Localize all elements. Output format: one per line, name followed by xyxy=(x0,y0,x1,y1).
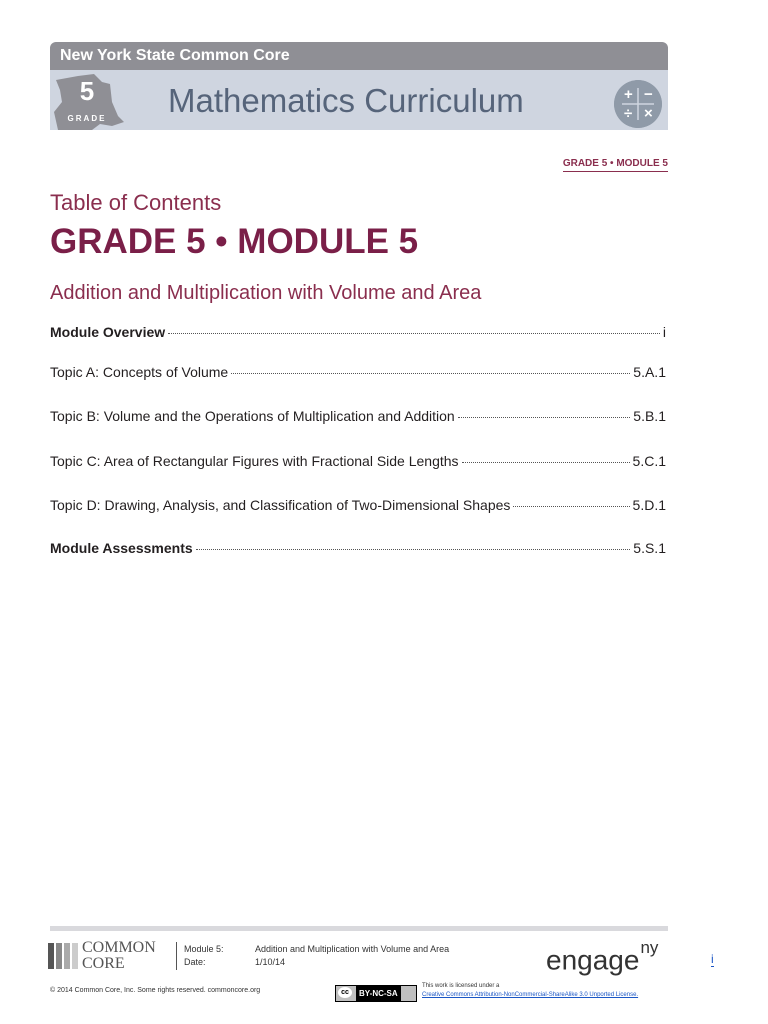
date-value: 1/10/14 xyxy=(255,957,286,967)
footer-divider xyxy=(176,942,177,970)
toc-label: Table of Contents xyxy=(50,190,222,215)
minus-icon: − xyxy=(644,86,653,103)
banner-top-text: New York State Common Core xyxy=(60,47,290,64)
toc-leader-dots xyxy=(196,549,631,550)
copyright-text: © 2014 Common Core, Inc. Some rights reserved. commoncore.org xyxy=(50,987,261,994)
toc-entry[interactable] xyxy=(50,497,666,517)
toc-entry[interactable] xyxy=(50,408,666,428)
toc-entry[interactable] xyxy=(50,453,666,473)
toc-leader-dots xyxy=(231,373,630,374)
header-banner-top xyxy=(50,42,668,70)
toc-entry-label: Module Overview xyxy=(50,324,166,340)
toc-entry[interactable] xyxy=(50,364,666,384)
page-number-link[interactable]: i xyxy=(711,952,714,966)
page-title: GRADE 5 • MODULE 5 xyxy=(50,222,419,261)
license-link[interactable]: Creative Commons Attribution-NonCommercial-ShareAlike 3.0 Unported License. xyxy=(422,992,639,998)
toc-entry-label: Module Assessments xyxy=(50,540,193,556)
toc-entry-page: 5.B.1 xyxy=(633,408,666,424)
times-icon: × xyxy=(644,105,653,122)
creative-commons-icon: cc xyxy=(338,987,352,998)
curriculum-title: Mathematics Curriculum xyxy=(168,82,524,119)
module-label: Module 5: xyxy=(184,944,224,954)
engageny-logo: engage$^{ny}$ xyxy=(546,938,659,976)
toc-entry[interactable] xyxy=(50,540,666,560)
toc-entry-label: Topic D: Drawing, Analysis, and Classification of Two-Dimensional Shapes xyxy=(50,497,511,513)
license-text: This work is licensed under a xyxy=(422,983,500,989)
date-label: Date: xyxy=(184,957,206,967)
toc-leader-dots xyxy=(168,333,660,334)
calculator-icon xyxy=(614,80,662,128)
toc-leader-dots xyxy=(458,417,631,418)
module-value: Addition and Multiplication with Volume and Area xyxy=(255,944,450,954)
toc-entry-page: 5.C.1 xyxy=(632,453,666,469)
grade-number: 5 xyxy=(79,76,95,106)
grade-module-tag: GRADE 5 • MODULE 5 xyxy=(563,158,668,172)
toc-entry-page: 5.S.1 xyxy=(633,540,666,556)
toc-leader-dots xyxy=(462,462,630,463)
toc-entry-label: Topic C: Area of Rectangular Figures with Fractional Side Lengths xyxy=(50,453,459,469)
toc-entry[interactable] xyxy=(50,324,666,344)
toc-entry-label: Topic A: Concepts of Volume xyxy=(50,364,229,380)
toc-leader-dots xyxy=(513,506,629,507)
footer-rule xyxy=(50,926,668,931)
toc-entry-label: Topic B: Volume and the Operations of Multiplication and Addition xyxy=(50,408,455,424)
license-badge-text: BY-NC-SA xyxy=(356,986,401,1001)
toc-entry-page: i xyxy=(662,324,666,340)
cc-license-badge[interactable] xyxy=(335,985,417,1002)
grade-word: GRADE xyxy=(67,114,107,123)
plus-icon: + xyxy=(624,86,633,103)
module-subtitle: Addition and Multiplication with Volume and Area xyxy=(50,282,482,304)
common-core-logo-icon xyxy=(48,943,78,969)
common-core-wordmark: COMMON CORE xyxy=(82,939,156,972)
toc-entry-page: 5.D.1 xyxy=(632,497,666,513)
divide-icon: ÷ xyxy=(624,105,633,122)
toc-entry-page: 5.A.1 xyxy=(633,364,666,380)
